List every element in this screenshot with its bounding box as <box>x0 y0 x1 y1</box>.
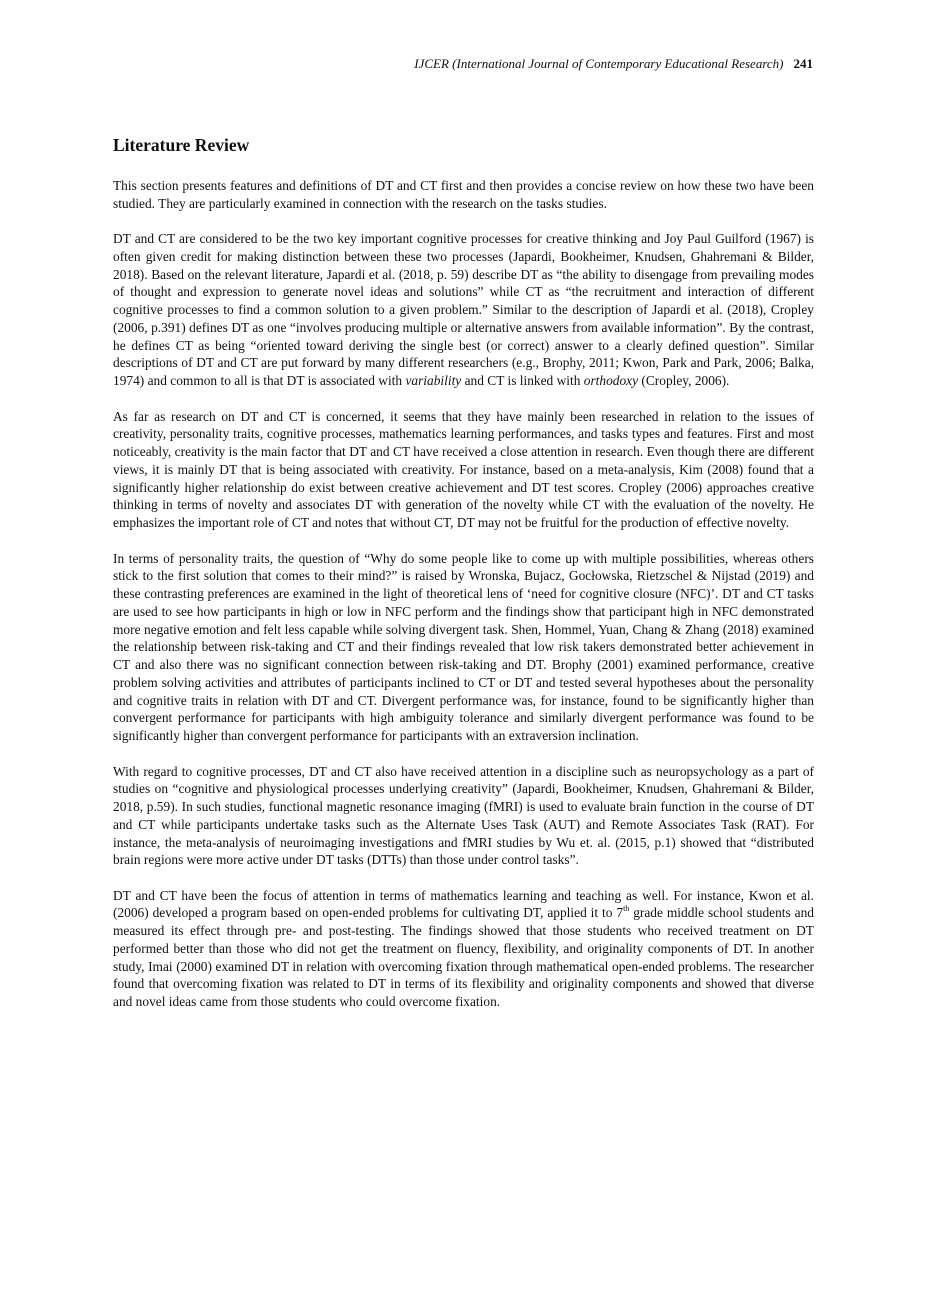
paragraph-intro: This section presents features and definitions of DT and CT first and then provides a concise review on how these two have been studied. They are particularly examined in connection with the research on the tasks studies. <box>113 178 814 211</box>
paragraph-creativity: As far as research on DT and CT is concerned, it seems that they have mainly been researched in relation to the issues of creativity, personality traits, cognitive processes, mathematics learning performances, and tasks types and features. First and most noticeably, creativity is the main factor that DT and CT have received a close attention in research. Even though there are different views, it is mainly DT that is being associated with creativity. For instance, based on a meta-analysis, Kim (2008) found that a significantly higher relationship do exist between creative achievement and DT test scores. Cropley (2006) approaches creative thinking in terms of novelty and associates DT with generation of the novelty while CT with the evaluation of the novelty. He emphasizes the important role of CT and notes that without CT, DT may not be fruitful for the production of effective novelty. <box>113 408 814 531</box>
emphasis-orthodoxy: orthodoxy <box>583 373 639 389</box>
paragraph-cognitive: With regard to cognitive processes, DT and CT also have received attention in a discipline such as neuropsychology as a part of studies on “cognitive and physiological processes underlying creativity” (Japardi, Bookheimer, Knudsen, Ghahremani & Bilder, 2018, p.59). In such studies, functional magnetic resonance imaging (fMRI) is used to evaluate brain function in the course of DT and CT while participants undertake tasks such as the Alternate Uses Task (AUT) and Remote Associates Task (RAT). For instance, the meta-analysis of neuroimaging investigations and fMRI studies by Wu et. al. (2015, p.1) showed that “distributed brain regions were more active under DT tasks (DTTs) than those under control tasks”. <box>113 763 814 868</box>
text: (Cropley, 2006). <box>638 373 730 389</box>
journal-name: IJCER (International Journal of Contemporary Educational Research) <box>414 56 784 71</box>
text: DT and CT are considered to be the two key important cognitive processes for creative thinking and Joy Paul Guilford (1967) is often given credit for making distinction between these two processes (Japardi, Bookheimer, Knudsen, Ghahremani & Bilder, 2018). Based on the relevant literature, Japardi et al. (2018, p. 59) describe DT as “the ability to disengage from prevailing modes of thought and expression to generate novel ideas and solutions” while CT as “the recruitment and interaction of different cognitive processes to find a common solution to a given problem.” Similar to the description of Japardi et al. (2018), Cropley (2006, p.391) defines DT as one “involves producing multiple or alternative answers from available information”. By the contrast, he defines CT as being “oriented toward deriving the single best (or correct) answer to a clearly defined question”. Similar descriptions of DT and CT are put forward by many different researchers (e.g., Brophy, 2011; Kwon, Park and Park, 2006; Balka, 1974) and common to all is that DT is associated with <box>113 231 814 389</box>
superscript: th <box>623 904 630 914</box>
text: grade middle school students and measured its effect through pre- and post-testing. The findings showed that those students who received treatment on DT performed better than those who did not get the treatment on fluency, flexibility, and originality components of DT. In another study, Imai (2000) examined DT in relation with overcoming fixation through mathematical open-ended problems. The researcher found that overcoming fixation was related to DT in terms of its flexibility and originality components and showed that diverse and novel ideas came from those students who could overcome fixation. <box>113 905 814 1010</box>
running-header <box>414 56 813 72</box>
text: and CT is linked with <box>461 373 584 389</box>
paragraph-definitions <box>113 230 814 390</box>
text: DT and CT have been the focus of attention in terms of mathematics learning and teaching as well. For instance, Kwon et al. (2006) developed a program based on open-ended problems for cultivating DT, applied it to 7 <box>113 887 814 921</box>
section-title: Literature Review <box>113 135 250 155</box>
paragraph-personality: In terms of personality traits, the question of “Why do some people like to come up with multiple possibilities, whereas others stick to the first solution that comes to their mind?” is raised by Wronska, Bujacz, Gocłowska, Rietzschel & Nijstad (2019) and these contrasting preferences are examined in the light of theoretical lens of ‘need for cognitive closure (NFC)’. DT and CT tasks are used to see how participants in high or low in NFC perform and the findings show that participant high in NFC demonstrated more negative emotion and felt less capable while solving divergent task. Shen, Hommel, Yuan, Chang & Zhang (2018) examined the relationship between risk-taking and CT and their findings revealed that low risk takers demonstrated better achievement in CT and also there was no significant connection between risk-taking and DT. Brophy (2001) examined performance, creative problem solving activities and attributes of participants inclined to CT or DT and tested several hypotheses about the personality and cognitive traits in relation with DT and CT. Divergent performance was, for instance, found to be significantly higher than convergent performance for participants with high ambiguity tolerance and similarly divergent performance was found to be significantly higher than convergent performance for participants with an extraversion inclination. <box>113 550 814 744</box>
emphasis-variability: variability <box>405 373 462 389</box>
paragraph-mathematics <box>113 887 814 1011</box>
body-text <box>113 177 814 1029</box>
page-number: 241 <box>793 56 813 71</box>
